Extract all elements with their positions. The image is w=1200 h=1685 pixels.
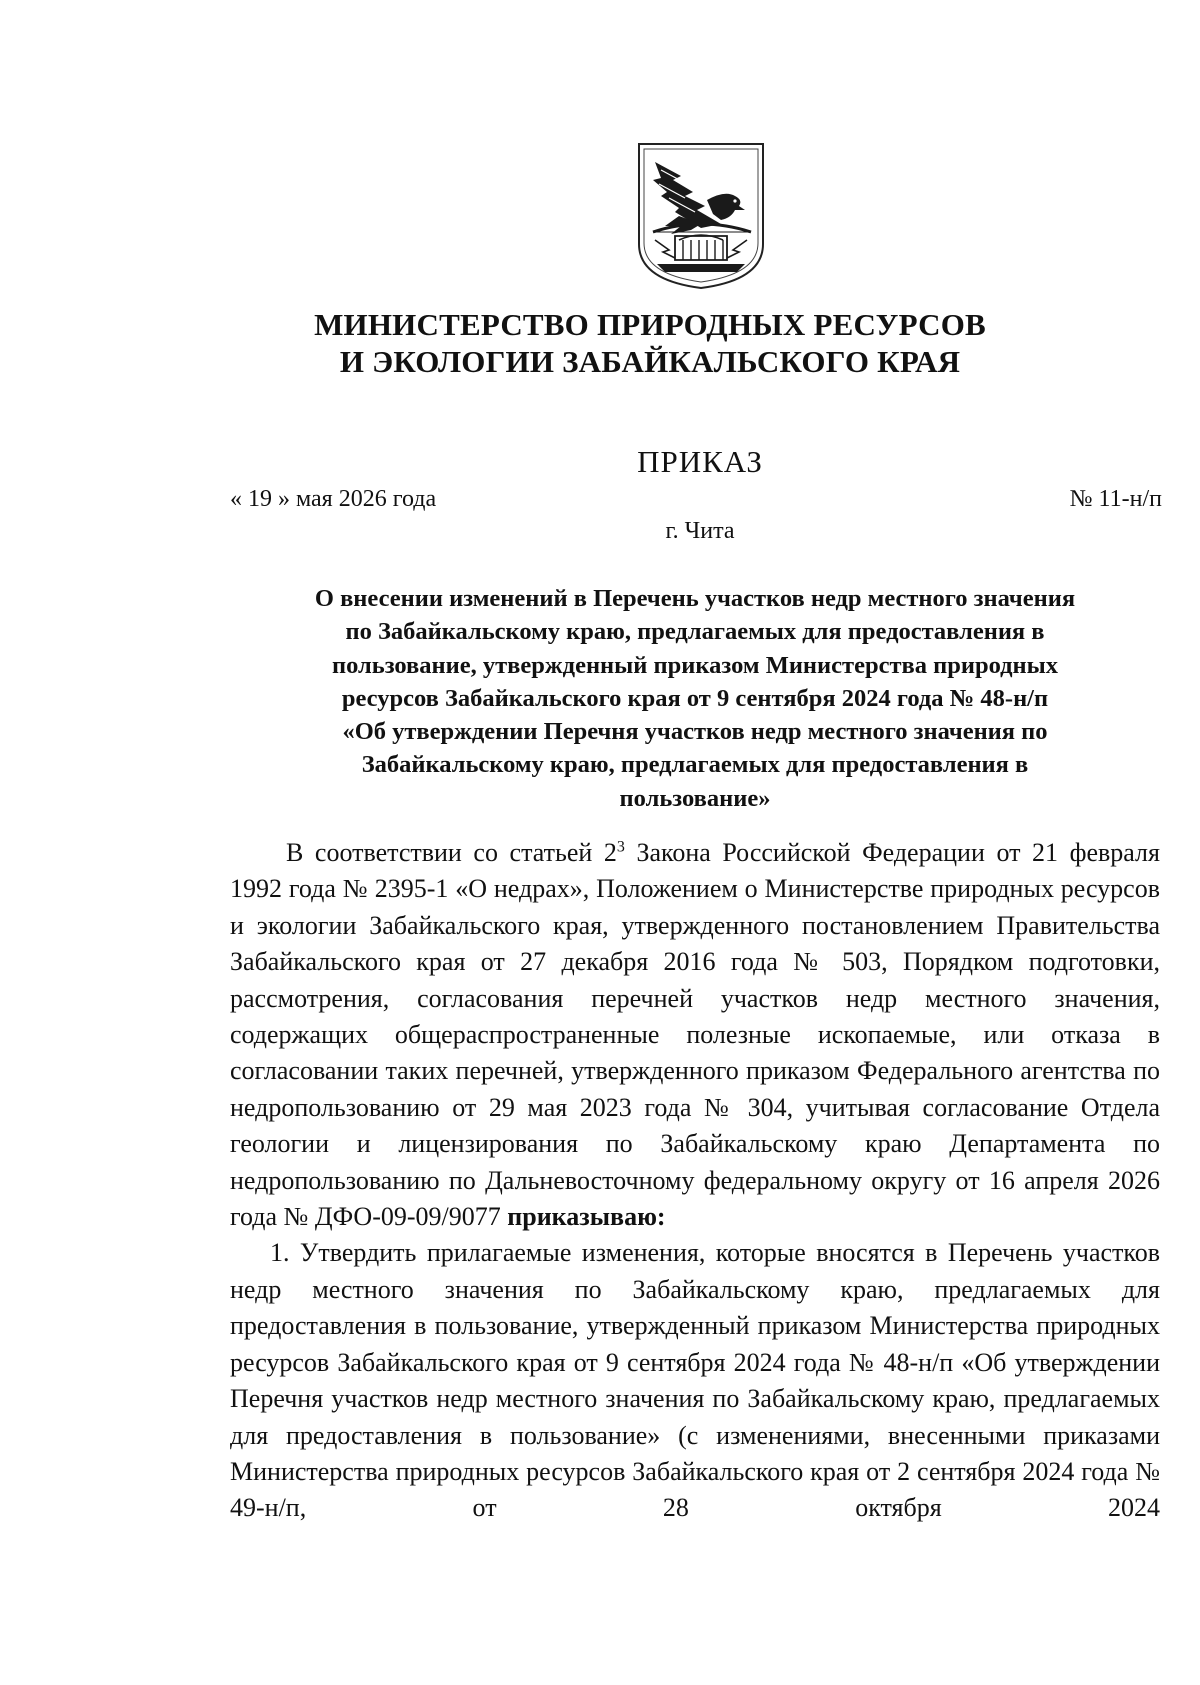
subject-line: пользование, утвержденный приказом Министерства природных [331, 651, 1059, 679]
preamble-text: Закона Российской Федерации от 21 февраля 1992 года № 2395-1 «О недрах», Положением о Министерстве природных ресурсов и экологии Забайкальского края, утвержденного постановлением Правительства Забайкальского края от 27 декабря 2016 года № 503, Порядком подготовки, рассмотрения, согласования перечней участков недр местного значения, содержащих общераспространенные полезные ископаемые, или отказа в согласовании таких перечней, утвержденного приказом Федерального агентства по недропользованию от 29 мая 2023 года № 304, учитывая согласование Отдела геологии и лицензирования по Забайкальскому краю Департамента по недропользованию по Дальневосточному федеральному округу от 16 апреля 2026 года № ДФО-09-09/9077 [230, 838, 1160, 1232]
article-superscript: 3 [616, 838, 625, 856]
subject-line: О внесении изменений в Перечень участков недр местного значения [314, 585, 1076, 612]
order-city: г. Чита [665, 518, 735, 544]
eagle-coat-of-arms-icon [635, 140, 767, 292]
order-title: ПРИКАЗ [637, 444, 763, 479]
preamble-paragraph [230, 835, 1160, 1235]
subject-line: пользование» [619, 784, 771, 812]
order-number: № 11-н/п [1069, 486, 1162, 512]
preamble-start: В соответствии со статьей 2 [286, 838, 617, 867]
ministry-name [230, 306, 1070, 380]
subject-line: «Об утверждении Перечня участков недр местного значения по [342, 718, 1048, 746]
subject-line: Забайкальскому краю, предлагаемых для предоставления в [361, 751, 1029, 779]
order-body [230, 835, 1160, 1527]
order-subject [230, 582, 1160, 815]
subject-line: ресурсов Забайкальского края от 9 сентября 2024 года № 48-н/п [341, 684, 1049, 712]
order-date: « 19 » мая 2026 года [230, 486, 437, 512]
decree-word: приказываю: [507, 1202, 666, 1232]
subject-line: по Забайкальскому краю, предлагаемых для предоставления в [345, 618, 1045, 646]
clause-1-paragraph: 1. Утвердить прилагаемые изменения, которые вносятся в Перечень участков недр местного значения по Забайкальскому краю, предлагаемых для предоставления в пользование, утвержденный приказом Министерства природных ресурсов Забайкальского края от 9 сентября 2024 года № 48-н/п «Об утверждении Перечня участков недр местного значения по Забайкальскому краю, предлагаемых для предоставления в пользование» (с изменениями, внесенными приказами Министерства природных ресурсов Забайкальского края от 2 сентября 2024 года № 49-н/п, от 28 октября 2024 [230, 1238, 1160, 1523]
ministry-name-line-2: И ЭКОЛОГИИ ЗАБАЙКАЛЬСКОГО КРАЯ [339, 344, 961, 379]
ministry-name-line-1: МИНИСТЕРСТВО ПРИРОДНЫХ РЕСУРСОВ [314, 307, 986, 342]
